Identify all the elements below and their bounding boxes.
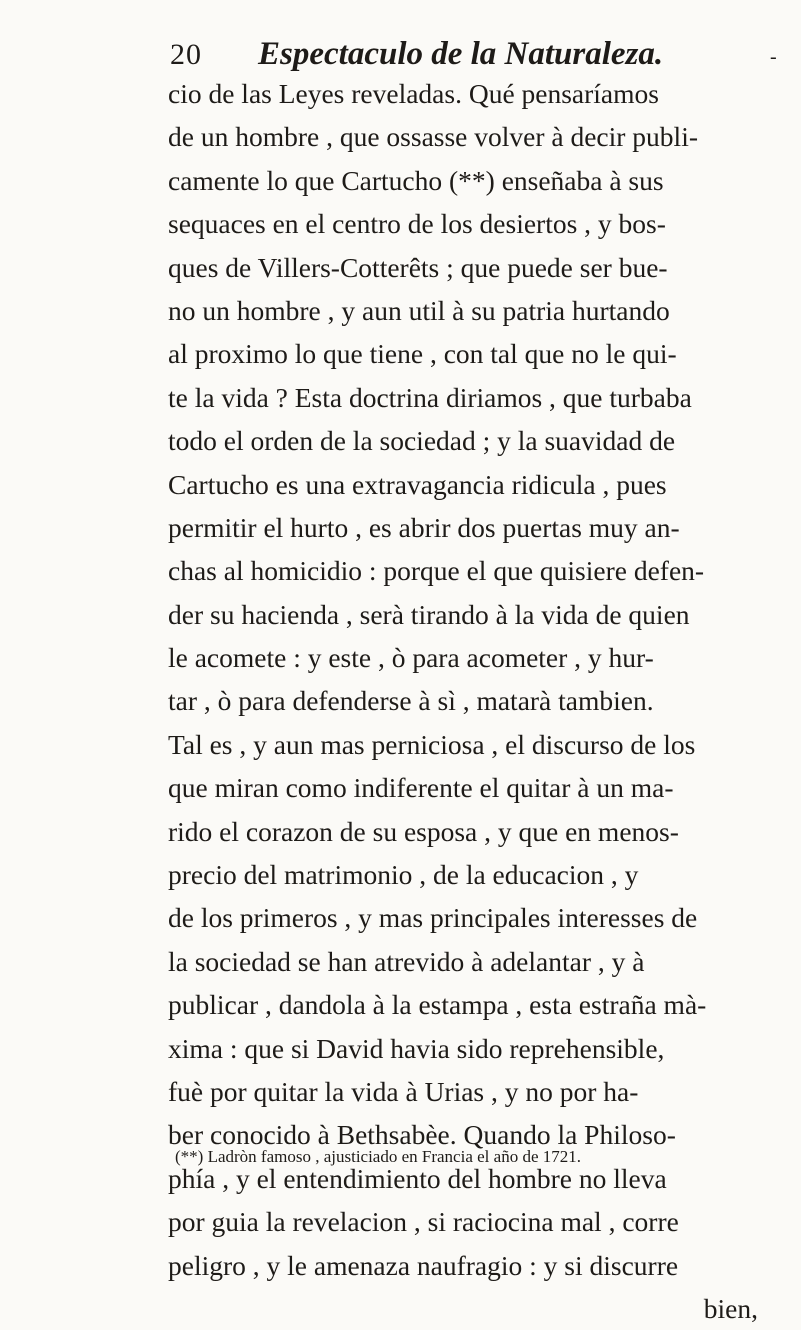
- text-line: der su hacienda , serà tirando à la vida de quien: [168, 598, 690, 630]
- text-line: tar , ò para defenderse à sì , matarà tambien.: [168, 685, 654, 717]
- text-line: Cartucho es una extravagancia ridicula , pues: [168, 468, 667, 500]
- text-line: ques de Villers-Cotterêts ; que puede ser bue-: [168, 251, 668, 283]
- text-line: no un hombre , y aun util à su patria hurtando: [168, 294, 670, 326]
- text-line: publicar , dandola à la estampa , esta estraña mà-: [168, 989, 707, 1021]
- text-line: al proximo lo que tiene , con tal que no le qui-: [168, 338, 677, 370]
- text-line: sequaces en el centro de los desiertos , y bos-: [168, 208, 666, 240]
- running-title: Espectaculo de la Naturaleza.: [258, 36, 664, 72]
- catchword-line: bien,: [703, 1292, 758, 1324]
- text-line: que miran como indiferente el quitar à un ma-: [168, 772, 674, 804]
- text-line: phía , y el entendimiento del hombre no lleva: [168, 1162, 667, 1194]
- text-line: camente lo que Cartucho (**) enseñaba à sus: [168, 164, 664, 196]
- page-number: 20: [170, 38, 202, 71]
- header-mark: -: [770, 46, 777, 68]
- footnote: (**) Ladròn famoso , ajusticiado en Francia el año de 1721.: [175, 1147, 581, 1166]
- text-line: fuè por quitar la vida à Urias , y no por ha-: [168, 1075, 639, 1107]
- text-line: rido el corazon de su esposa , y que en menos-: [168, 815, 679, 847]
- text-line: todo el orden de la sociedad ; y la suavidad de: [168, 425, 676, 457]
- text-line: te la vida ? Esta doctrina diriamos , que turbaba: [168, 381, 692, 413]
- text-line: le acomete : y este , ò para acometer , y hur-: [168, 642, 654, 674]
- text-line: permitir el hurto , es abrir dos puertas muy an-: [168, 511, 680, 543]
- text-line: chas al homicidio : porque el que quisiere defen-: [168, 555, 705, 587]
- text-line: de un hombre , que ossasse volver à decir publi-: [168, 121, 698, 153]
- text-line: de los primeros , y mas principales interesses de: [168, 902, 698, 934]
- body-text: [168, 72, 788, 1330]
- text-line: peligro , y le amenaza naufragio : y si discurre: [168, 1249, 679, 1281]
- text-line: cio de las Leyes reveladas. Qué pensaríamos: [168, 78, 659, 109]
- text-line: xima : que si David havia sido reprehensible,: [168, 1032, 665, 1064]
- text-line: por guia la revelacion , si raciocina mal , corre: [168, 1206, 679, 1238]
- text-line: precio del matrimonio , de la educacion , y: [168, 859, 639, 891]
- text-line: Tal es , y aun mas perniciosa , el discurso de los: [168, 728, 696, 760]
- text-line: ber conocido à Bethsabèe. Quando la Philoso-: [168, 1119, 676, 1151]
- text-line: la sociedad se han atrevido à adelantar , y à: [168, 945, 645, 977]
